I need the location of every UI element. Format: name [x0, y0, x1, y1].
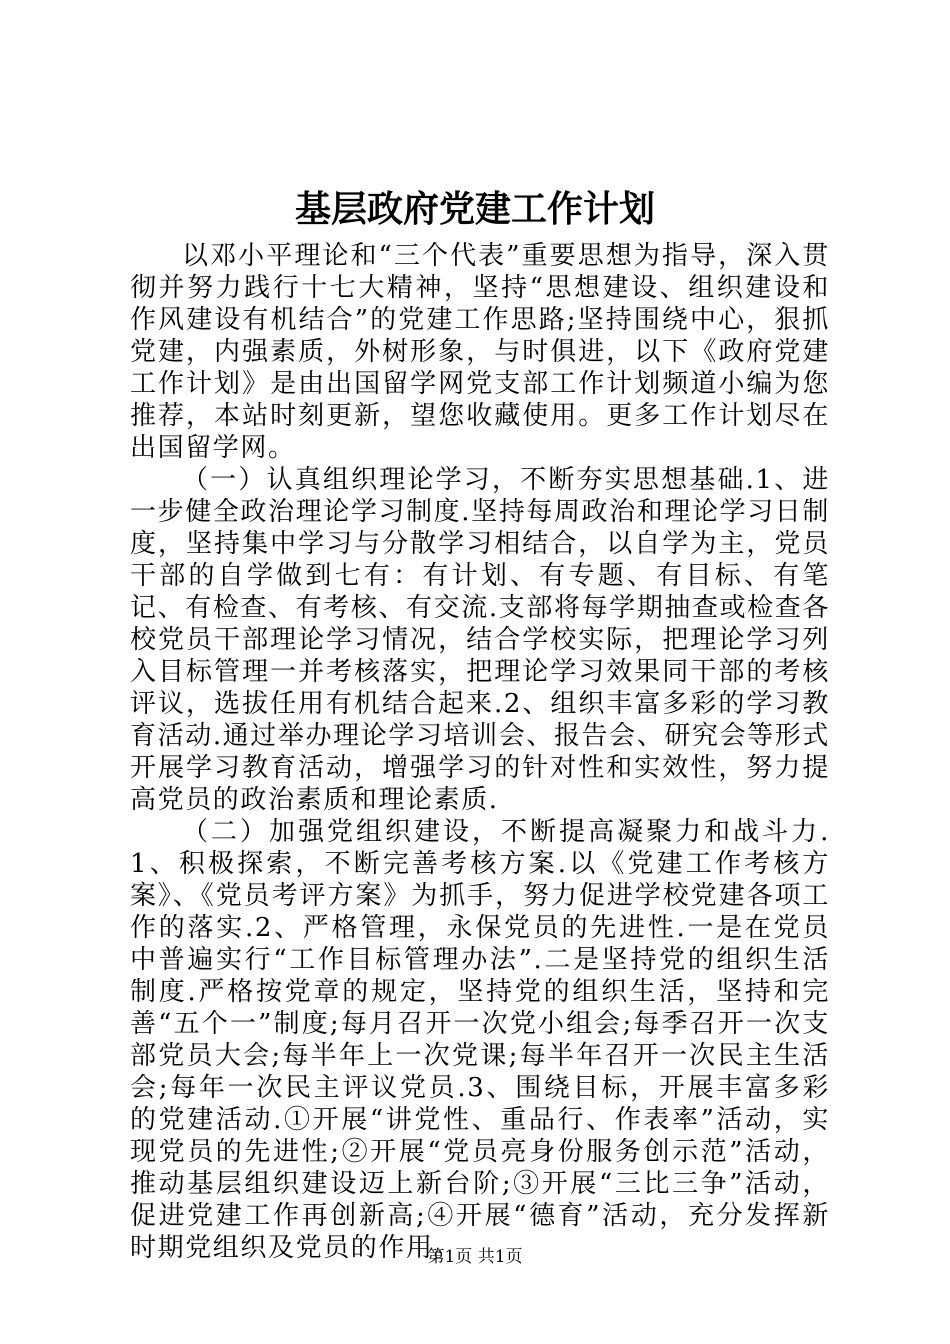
paragraph-intro: 以邓小平理论和“三个代表”重要思想为指导，深入贯彻并努力践行十七大精神，坚持“思想建设、组织建设和作风建设有机结合”的党建工作思路;坚持围绕中心，狠抓党建，内强素质，外树形象，与时俱进，以下《政府党建工作计划》是由出国留学网党支部工作计划频道小编为您推荐，本站时刻更新，望您收藏使用。更多工作计划尽在出国留学网。 — [130, 241, 830, 463]
paragraph-section-1: （一）认真组织理论学习，不断夯实思想基础.1、进一步健全政治理论学习制度.坚持每周政治和理论学习日制度，坚持集中学习与分散学习相结合，以自学为主，党员干部的自学做到七有：有计划、有专题、有目标、有笔记、有检查、有考核、有交流.支部将每学期抽查或检查各校党员干部理论学习情况，结合学校实际，把理论学习列入目标管理一并考核落实，把理论学习效果同干部的考核评议，选拔任用有机结合起来.2、组织丰富多彩的学习教育活动.通过举办理论学习培训会、报告会、研究会等形式开展学习教育活动，增强学习的针对性和实效性，努力提高党员的政治素质和理论素质. — [130, 465, 830, 815]
page-title: 基层政府党建工作计划 — [294, 188, 655, 230]
paragraph-section-2: （二）加强党组织建设，不断提高凝聚力和战斗力.1、积极探索，不断完善考核方案.以《党建工作考核方案》、《党员考评方案》为抓手，努力促进学校党建各项工作的落实.2、严格管理，永保党员的先进性.一是在党员中普遍实行“工作目标管理办法”.二是坚持党的组织生活制度.严格按党章的规定，坚持党的组织生活，坚持和完善“五个一”制度;每月召开一次党小组会;每季召开一次支部党员大会;每半年上一次党课;每半年召开一次民主生活会;每年一次民主评议党员.3、围绕目标，开展丰富多彩的党建活动.①开展“讲党性、重品行、作表率”活动，实现党员的先进性;②开展“党员亮身份服务创示范”活动，推动基层组织建设迈上新台阶;③开展“三比三争”活动，促进党建工作再创新高;④开展“德育”活动，充分发挥新时期党组织及党员的作用。 — [130, 817, 830, 1263]
document-body — [130, 240, 830, 1264]
page-footer: 第1页 共1页 — [427, 1247, 523, 1267]
